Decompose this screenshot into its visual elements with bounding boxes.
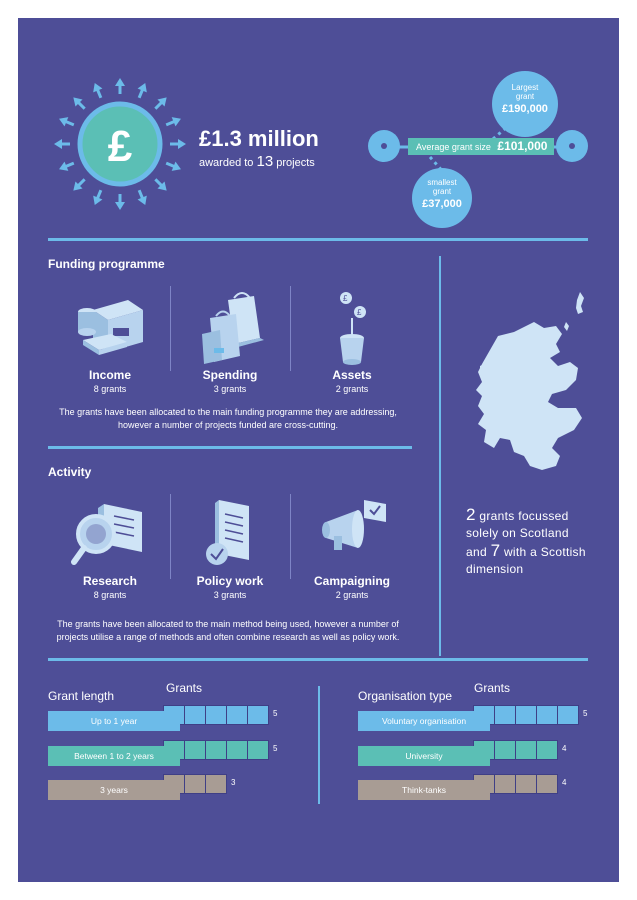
- activity-campaigning-count: 2 grants: [335, 590, 369, 600]
- activity-policy-count: 3 grants: [213, 590, 247, 600]
- funding-assets-label: Assets: [332, 368, 372, 382]
- grant-unit-cell: [247, 705, 269, 725]
- grant-unit-cell: [184, 774, 206, 794]
- grant-unit-cell: [494, 740, 516, 760]
- activity-policy-label: Policy work: [196, 574, 264, 588]
- income-wallet-icon: [73, 290, 153, 360]
- funding-assets-count: 2 grants: [335, 384, 369, 394]
- funding-note: The grants have been allocated to the main funding programme they are addressing, however a number of projects funded are cross-cutting.: [59, 407, 397, 430]
- activity-research-count: 8 grants: [93, 590, 127, 600]
- range-right-node: [556, 130, 588, 162]
- grant-unit-cell: [536, 774, 558, 794]
- grant-unit-cell: [515, 705, 537, 725]
- funding-spending-label: Spending: [202, 368, 258, 382]
- scotland-map-icon: [458, 286, 588, 496]
- grant-row-label: 3 years: [48, 780, 180, 800]
- headline-subline: awarded to 13 projects: [199, 153, 315, 170]
- infographic-poster: [18, 18, 619, 882]
- grant-unit-cell: [247, 740, 269, 760]
- activity-note: The grants have been allocated to the main method being used, however a number of projects utilise a range of methods and often combine research as well as policy work.: [56, 619, 400, 642]
- grant-row-count: 4: [562, 744, 567, 753]
- campaigning-megaphone-icon: [318, 496, 398, 566]
- grant-unit-cell: [494, 774, 516, 794]
- activity-title: Activity: [48, 465, 92, 479]
- activity-research-label: Research: [82, 574, 138, 588]
- policy-document-icon: [201, 494, 271, 574]
- grant-row-label: Between 1 to 2 years: [48, 746, 180, 766]
- grant-row-count: 4: [562, 778, 567, 787]
- divider-top: [48, 238, 588, 241]
- grant-unit-cell: [515, 740, 537, 760]
- grant-row-label: University: [358, 746, 490, 766]
- research-magnifier-icon: [68, 496, 158, 572]
- grant-length-title: Grant length: [48, 689, 115, 703]
- largest-grant-circle: Largest grant £190,000: [492, 71, 558, 137]
- grant-unit-cell: [515, 774, 537, 794]
- grant-row-count: 3: [231, 778, 236, 787]
- grant-unit-cell: [557, 705, 579, 725]
- divider-middle: [48, 446, 412, 449]
- divider-bottom: [48, 658, 588, 661]
- range-left-node: [368, 130, 400, 162]
- grant-unit-cell: [205, 740, 227, 760]
- grant-unit-cell: [184, 705, 206, 725]
- grant-row-label: Think-tanks: [358, 780, 490, 800]
- ray-arrowhead: [115, 78, 125, 86]
- svg-text:£: £: [343, 294, 348, 303]
- funding-sep-1: [170, 286, 171, 371]
- scotland-summary: 2 grants focussed solely on Scotland and 7 with a Scottish dimension: [466, 505, 586, 576]
- spending-bags-icon: [194, 286, 274, 366]
- grant-row-label: Up to 1 year: [48, 711, 180, 731]
- ray-arrowhead: [54, 139, 62, 149]
- funding-spending-count: 3 grants: [213, 384, 247, 394]
- grant-unit-cell: [205, 705, 227, 725]
- average-grant-bar: Average grant size £101,000: [408, 138, 554, 155]
- grant-unit-cell: [226, 740, 248, 760]
- pound-symbol: £: [107, 122, 133, 171]
- scotland-column-divider: [439, 256, 441, 656]
- ray-arrowhead: [178, 139, 186, 149]
- funding-income-count: 8 grants: [93, 384, 127, 394]
- smallest-grant-circle: smallest grant £37,000: [412, 168, 472, 228]
- funding-income-label: Income: [88, 368, 131, 382]
- grant-length-grants-header: Grants: [166, 681, 203, 695]
- grant-unit-cell: [226, 705, 248, 725]
- funding-sep-2: [290, 286, 291, 371]
- headline-amount: £1.3 million: [199, 126, 319, 151]
- grant-unit-cell: [536, 705, 558, 725]
- grant-unit-cell: [536, 740, 558, 760]
- grant-row-label: Voluntary organisation: [358, 711, 490, 731]
- org-type-title: Organisation type: [358, 689, 453, 703]
- activity-campaigning-label: Campaigning: [313, 574, 390, 588]
- grant-row-count: 5: [273, 709, 278, 718]
- svg-text:£: £: [357, 308, 362, 317]
- bottom-divider-vertical: [318, 686, 320, 804]
- grant-unit-cell: [184, 740, 206, 760]
- activity-sep-2: [290, 494, 291, 579]
- grant-row-count: 5: [583, 709, 588, 718]
- grant-row-count: 5: [273, 744, 278, 753]
- grant-unit-cell: [494, 705, 516, 725]
- org-type-grants-header: Grants: [474, 681, 511, 695]
- activity-sep-1: [170, 494, 171, 579]
- grant-unit-cell: [205, 774, 227, 794]
- funding-title: Funding programme: [48, 257, 165, 271]
- assets-plant-icon: [324, 288, 384, 368]
- ray-arrowhead: [115, 202, 125, 210]
